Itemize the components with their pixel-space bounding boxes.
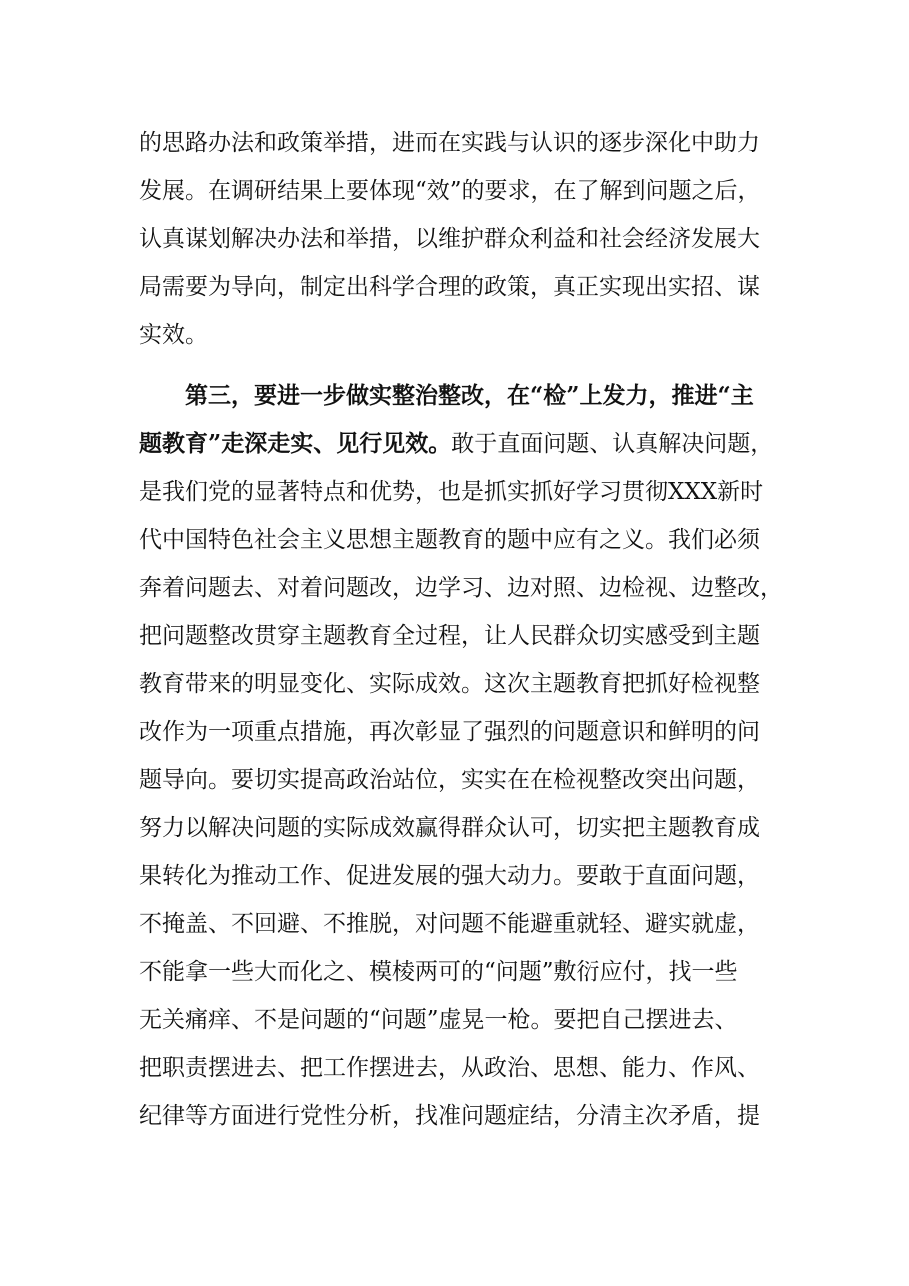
text-line: 局需要为导向，制定出科学合理的政策，真正实现出实招、谋 bbox=[139, 274, 760, 300]
text-line: 把职责摆进去、把工作摆进去，从政治、思想、能力、作风、 bbox=[139, 1055, 760, 1081]
text-line: 奔着问题去、对着问题改，边学习、边对照、边检视、边整改， bbox=[139, 575, 783, 601]
paragraph-section-three bbox=[139, 372, 783, 1140]
text-line: 不掩盖、不回避、不推脱，对问题不能避重就轻、避实就虚， bbox=[139, 911, 760, 937]
text-line: 的思路办法和政策举措，进而在实践与认识的逐步深化中助力 bbox=[139, 130, 760, 156]
section-heading-line: 第三，要进一步做实整治整改，在“检”上发力，推进“主 bbox=[185, 382, 754, 409]
text-line: 果转化为推动工作、促进发展的强大动力。要敢于直面问题， bbox=[139, 863, 760, 889]
text-line: 教育带来的明显变化、实际成效。这次主题教育把抓好检视整 bbox=[139, 671, 760, 697]
text-line: 认真谋划解决办法和举措，以维护群众利益和社会经济发展大 bbox=[139, 226, 760, 252]
text-line: 改作为一项重点措施，再次彰显了强烈的问题意识和鲜明的问 bbox=[139, 719, 760, 745]
text-line: 无关痛痒、不是问题的“问题”虚晃一枪。要把自己摆进去、 bbox=[139, 1007, 738, 1033]
text-line-mixed bbox=[139, 420, 783, 468]
text-line: 代中国特色社会主义思想主题教育的题中应有之义。我们必须 bbox=[139, 527, 760, 553]
text-line: 是我们党的显著特点和优势，也是抓实抓好学习贯彻XXX新时 bbox=[139, 479, 764, 505]
section-heading-tail: 题教育”走深走实、见行见效。 bbox=[139, 430, 452, 457]
text-line: 把问题整改贯穿主题教育全过程，让人民群众切实感受到主题 bbox=[139, 623, 760, 649]
text-line: 不能拿一些大而化之、模棱两可的“问题”敷衍应付，找一些 bbox=[139, 959, 738, 985]
text-line: 题导向。要切实提高政治站位，实实在在检视整改突出问题， bbox=[139, 767, 760, 793]
paragraph-continuation bbox=[139, 119, 761, 359]
text-line: 努力以解决问题的实际成效赢得群众认可，切实把主题教育成 bbox=[139, 815, 760, 841]
text-line: 纪律等方面进行党性分析，找准问题症结，分清主次矛盾，提 bbox=[139, 1103, 760, 1129]
text-segment: 敢于直面问题、认真解决问题， bbox=[451, 431, 774, 457]
text-line: 发展。在调研结果上要体现“效”的要求，在了解到问题之后， bbox=[139, 178, 761, 204]
text-line: 实效。 bbox=[139, 322, 208, 348]
